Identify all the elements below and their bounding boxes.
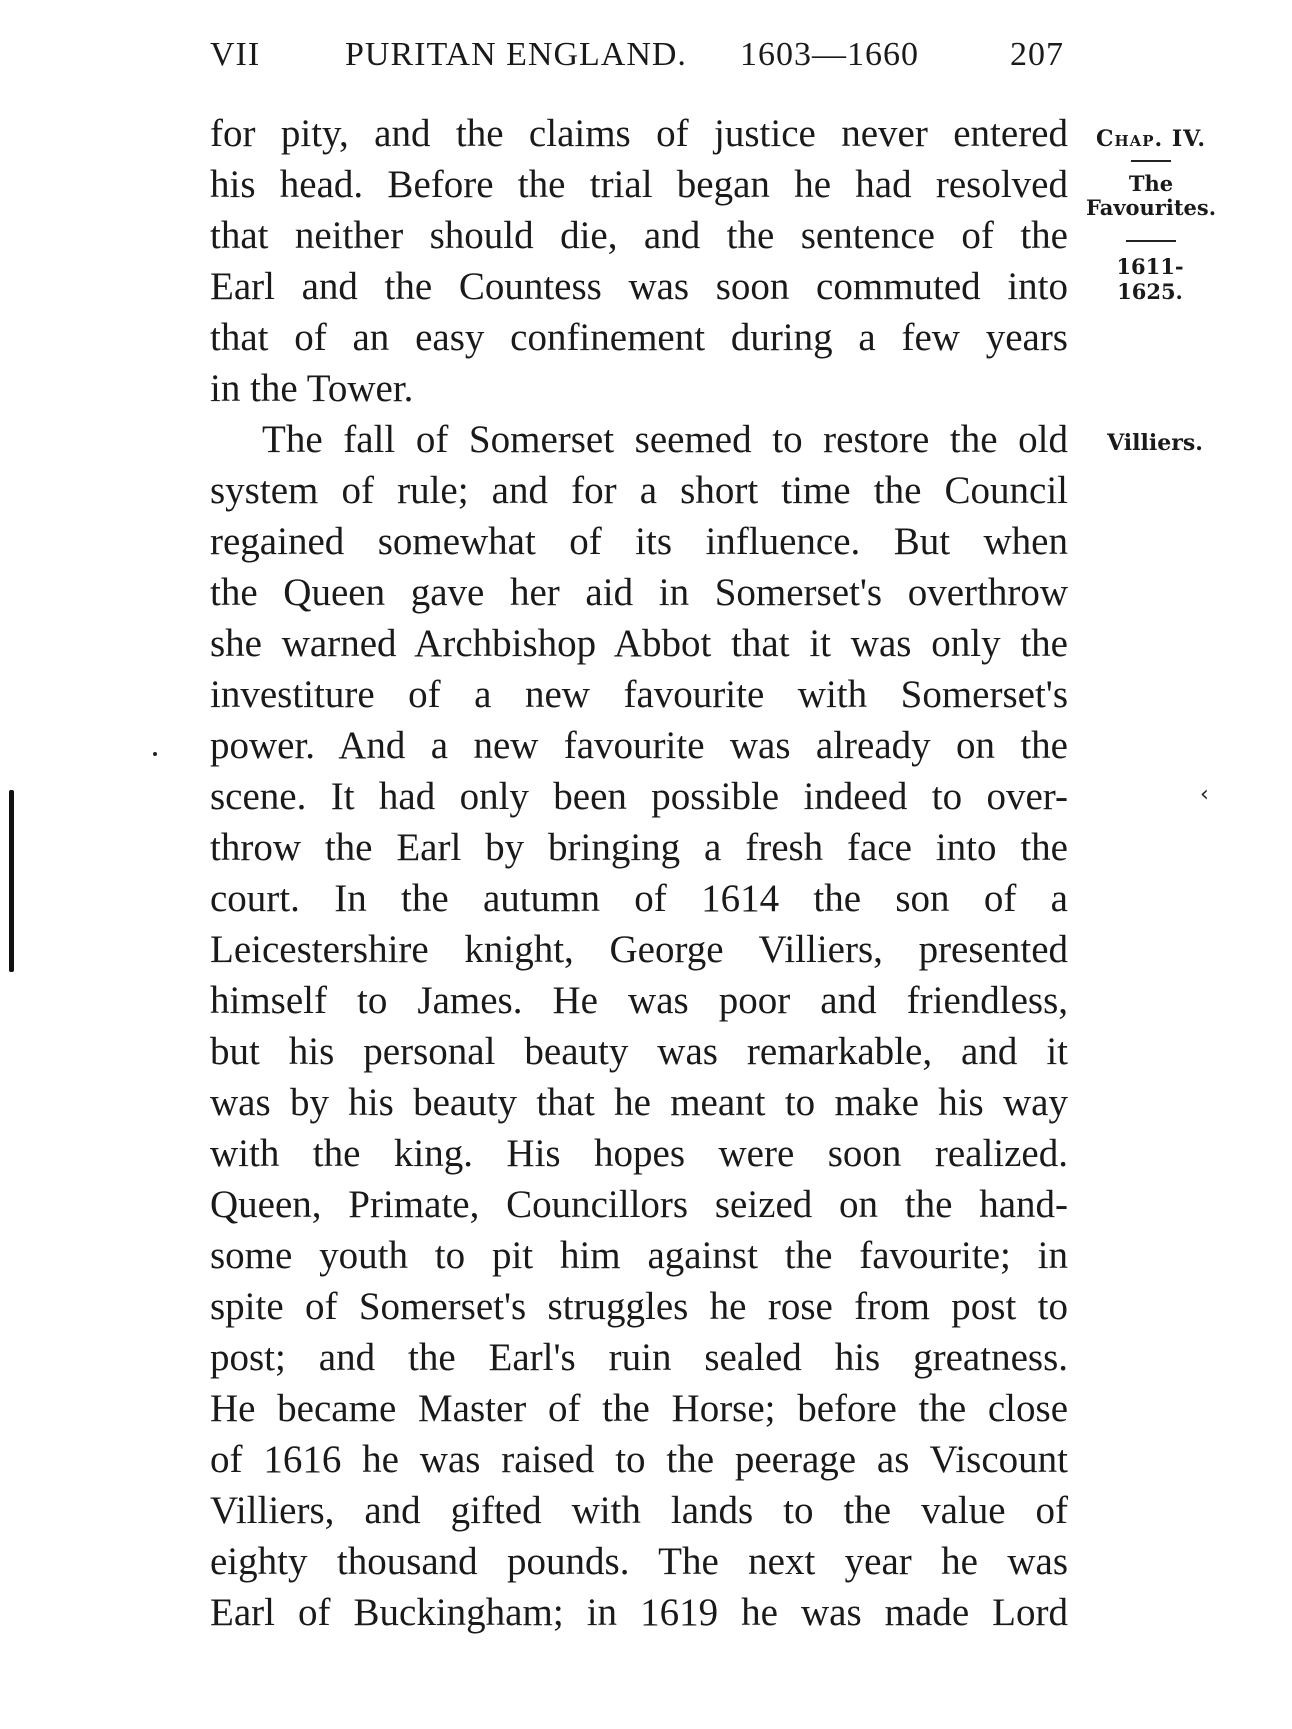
margin-chapter-note: Chap. IV. bbox=[1095, 126, 1207, 152]
paragraph-start-line: The fall of Somerset seemed to restore the old bbox=[262, 418, 1068, 461]
text-line: scene. It had only been possible indeed to over- bbox=[210, 775, 1068, 818]
text-line: she warned Archbishop Abbot that it was only the bbox=[210, 622, 1068, 665]
text-line: post; and the Earl's ruin sealed his greatness. bbox=[210, 1336, 1068, 1379]
margin-rule bbox=[1126, 240, 1176, 242]
margin-side-heading: Villiers. bbox=[1107, 430, 1203, 456]
text-line: some youth to pit him against the favourite; in bbox=[210, 1234, 1068, 1277]
scan-edge-mark bbox=[9, 790, 14, 972]
margin-topic-line: Favourites. bbox=[1085, 195, 1217, 220]
text-line: eighty thousand pounds. The next year he was bbox=[210, 1540, 1068, 1583]
page-number: 207 bbox=[1010, 36, 1064, 73]
chapter-number: VII bbox=[210, 36, 261, 73]
scan-speck bbox=[153, 752, 157, 756]
text-line: He became Master of the Horse; before the close bbox=[210, 1387, 1068, 1430]
text-line: Earl and the Countess was soon commuted into bbox=[210, 265, 1068, 308]
text-line: spite of Somerset's struggles he rose from post to bbox=[210, 1285, 1068, 1328]
margin-topic-note bbox=[1076, 172, 1226, 220]
period-years: 1603—1660 bbox=[740, 36, 919, 73]
text-line: was by his beauty that he meant to make his way bbox=[210, 1081, 1068, 1124]
text-line: that neither should die, and the sentence of the bbox=[210, 214, 1068, 257]
text-line: regained somewhat of its influence. But when bbox=[210, 520, 1068, 563]
text-line: Earl of Buckingham; in 1619 he was made Lord bbox=[210, 1591, 1068, 1634]
text-line: power. And a new favourite was already on the bbox=[210, 724, 1068, 767]
text-line: Leicestershire knight, George Villiers, presented bbox=[210, 928, 1068, 971]
text-line: for pity, and the claims of justice never entered bbox=[210, 112, 1068, 155]
text-line: throw the Earl by bringing a fresh face into the bbox=[210, 826, 1068, 869]
margin-rule bbox=[1131, 160, 1171, 162]
text-line: but his personal beauty was remarkable, and it bbox=[210, 1030, 1068, 1073]
margin-dates-note: 1611-1625. bbox=[1116, 254, 1184, 304]
text-line: himself to James. He was poor and friendless, bbox=[210, 979, 1068, 1022]
text-line: system of rule; and for a short time the Council bbox=[210, 469, 1068, 512]
running-header bbox=[210, 36, 1070, 80]
text-line: in the Tower. bbox=[210, 367, 414, 410]
text-line: investiture of a new favourite with Somerset's bbox=[210, 673, 1068, 716]
scan-speck: ‹ bbox=[1200, 782, 1209, 807]
margin-topic-line: The bbox=[1128, 171, 1174, 196]
text-line: Queen, Primate, Councillors seized on the hand- bbox=[210, 1183, 1068, 1226]
text-line: his head. Before the trial began he had resolved bbox=[210, 163, 1068, 206]
text-line: with the king. His hopes were soon realized. bbox=[210, 1132, 1068, 1175]
body-text bbox=[210, 108, 1068, 1638]
text-line: of 1616 he was raised to the peerage as Viscount bbox=[210, 1438, 1068, 1481]
text-line: the Queen gave her aid in Somerset's overthrow bbox=[210, 571, 1068, 614]
text-line: court. In the autumn of 1614 the son of a bbox=[210, 877, 1068, 920]
text-line: that of an easy confinement during a few years bbox=[210, 316, 1068, 359]
text-line: Villiers, and gifted with lands to the value of bbox=[210, 1489, 1068, 1532]
book-title: PURITAN ENGLAND. bbox=[345, 36, 687, 73]
